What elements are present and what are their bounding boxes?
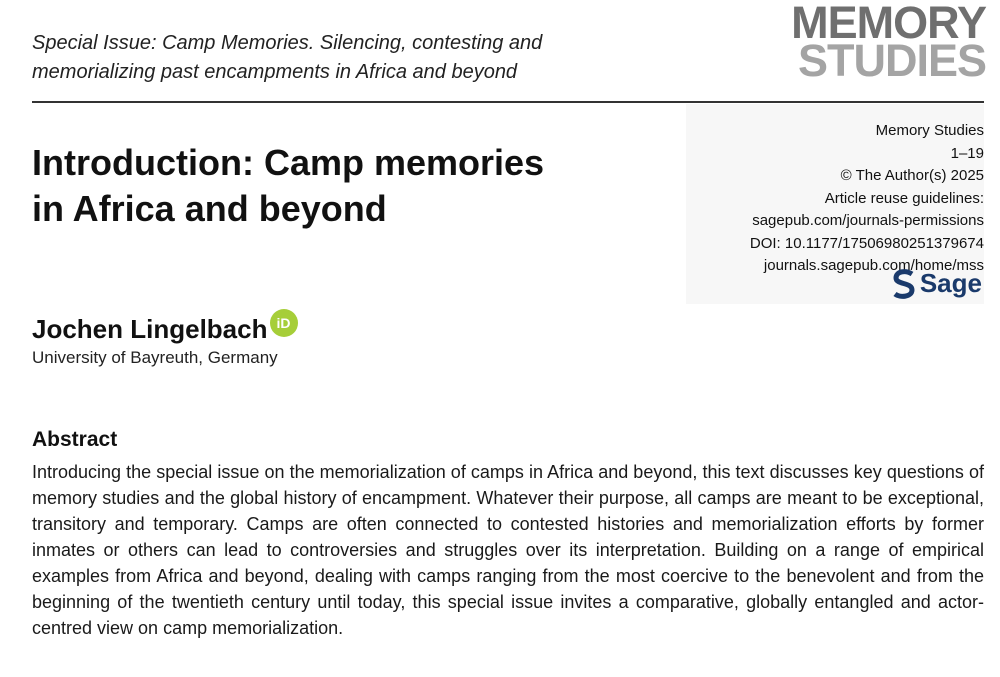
- sage-s-icon: [892, 269, 916, 299]
- abstract-heading: Abstract: [32, 428, 118, 451]
- special-issue-line-2: memorializing past encampments in Africa and beyond: [32, 61, 518, 83]
- article-meta: [750, 120, 984, 278]
- author-affiliation: University of Bayreuth, Germany: [32, 348, 278, 367]
- meta-reuse-label: Article reuse guidelines:: [824, 189, 984, 207]
- author-name: Jochen Lingelbach: [32, 314, 268, 344]
- meta-journal-link[interactable]: journals.sagepub.com/home/mss: [763, 257, 984, 274]
- abstract-text: Introducing the special issue on the memorialization of camps in Africa and beyond, this text discusses key questions of memory studies and the global history of encampment. Whatever their purpose, all camps are meant to be exceptional, transitory and temporary. Camps are often connected to contested histories and memorialization efforts by former inmates or others can lead to controversies and struggles over its interpretation. Building on a range of empirical examples from Africa and beyond, dealing with camps ranging from the most coercive to the benevolent and from the beginning of the twentieth century until today, this special issue invites a comparative, globally entangled and actor-centred view on camp memorialization.: [32, 462, 984, 638]
- meta-journal: Memory Studies: [875, 122, 984, 139]
- special-issue-heading: [32, 29, 672, 87]
- journal-logo-line-1: MEMORY: [791, 0, 986, 48]
- special-issue-line-1: Special Issue: Camp Memories. Silencing, contesting and: [32, 32, 543, 54]
- meta-pages: 1–19: [950, 144, 984, 162]
- article-title-line-1: Introduction: Camp memories: [32, 142, 545, 183]
- journal-logo: [722, 0, 986, 86]
- author-block: [32, 314, 298, 345]
- article-title: [32, 140, 672, 232]
- sage-logo: [892, 268, 982, 299]
- meta-copyright: © The Author(s) 2025: [840, 167, 984, 184]
- article-title-line-2: in Africa and beyond: [32, 188, 387, 229]
- meta-doi[interactable]: DOI: 10.1177/17506980251379674: [749, 234, 984, 252]
- meta-reuse-link[interactable]: sagepub.com/journals-permissions: [752, 212, 984, 229]
- header-divider: [32, 101, 984, 103]
- sage-wordmark: Sage: [919, 268, 982, 298]
- journal-logo-line-2: STUDIES: [797, 35, 986, 86]
- orcid-icon[interactable]: iD: [270, 309, 298, 337]
